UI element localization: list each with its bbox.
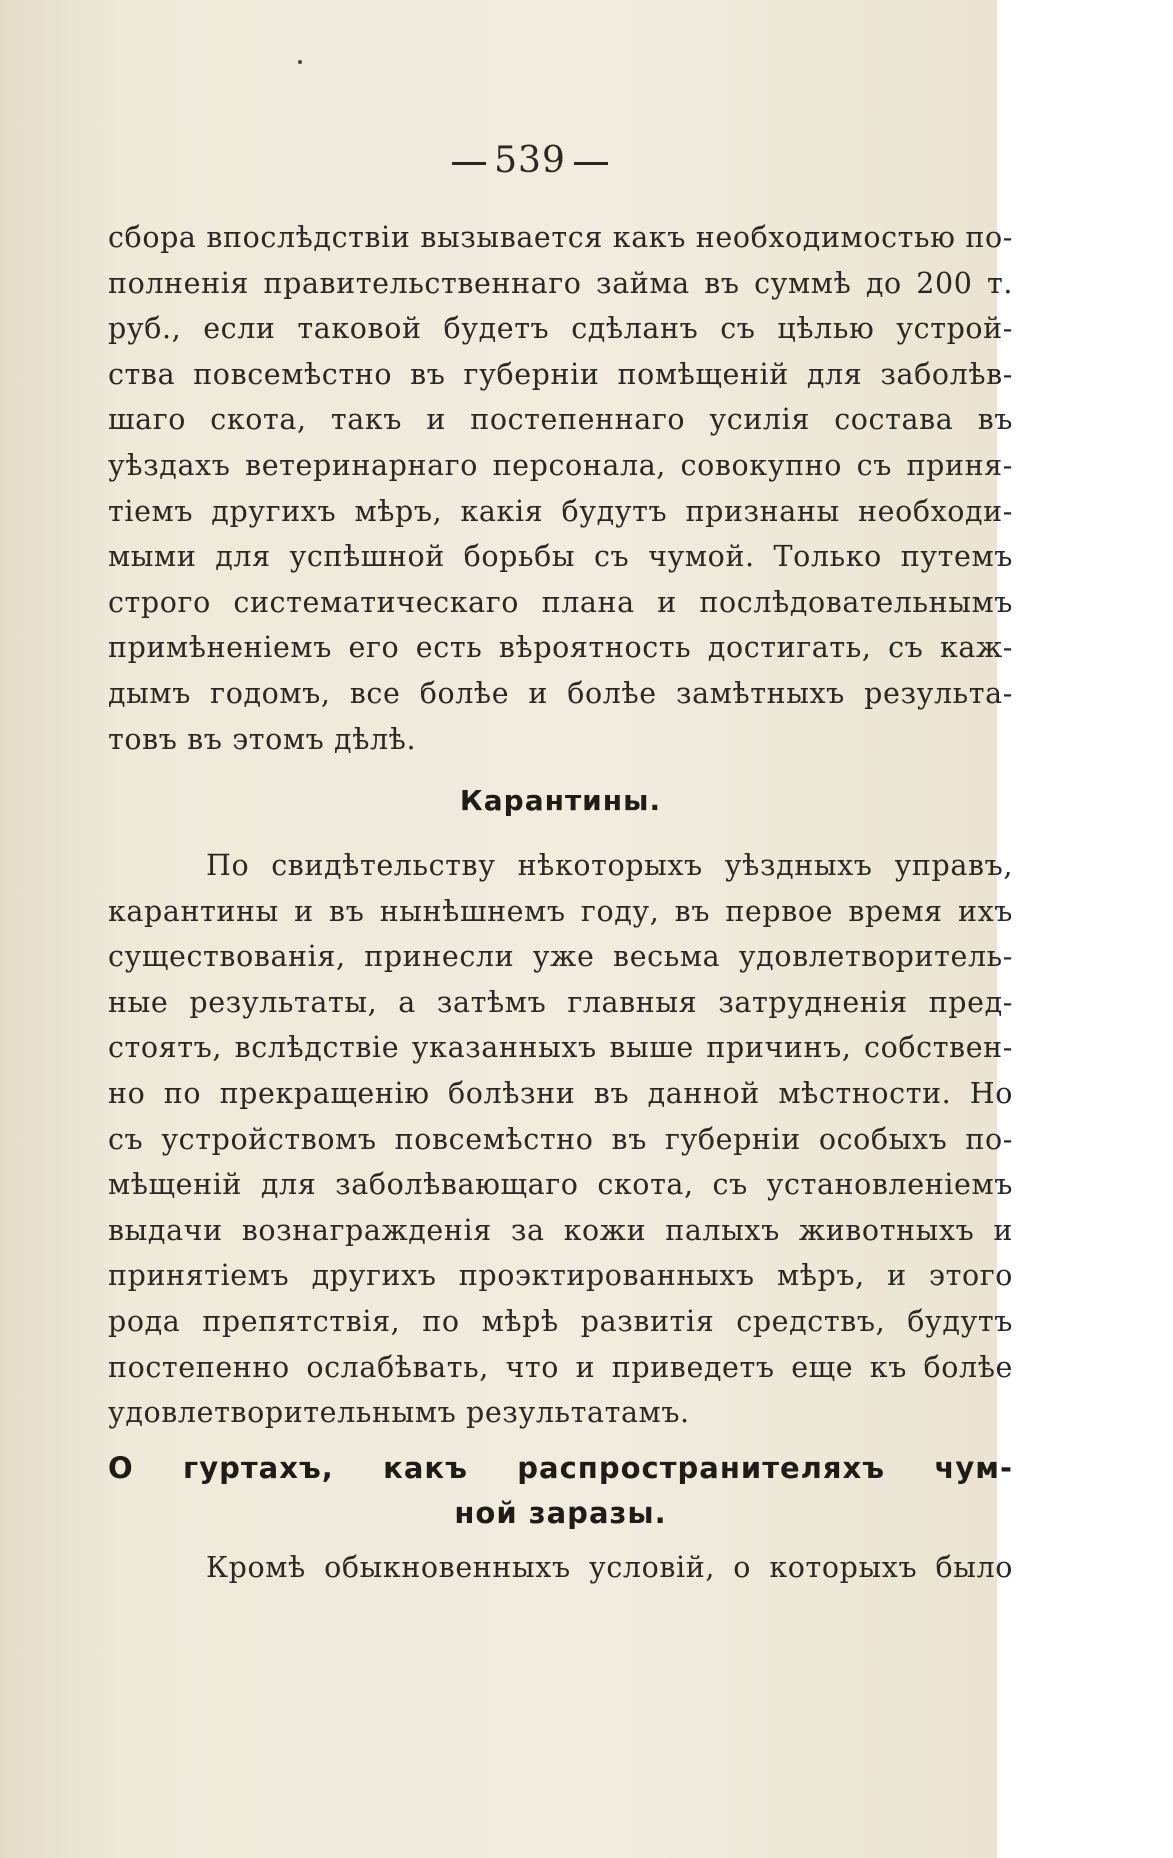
heading-line: ной заразы.: [454, 1496, 667, 1530]
section-heading-gurty: [108, 1446, 1013, 1536]
page-number: [0, 140, 1060, 181]
paragraph-line: мѣщеній для заболѣвающаго скота, съ установленіемъ: [108, 1168, 1013, 1202]
paragraph-1: [108, 215, 1013, 762]
paragraph-line: ства повсемѣстно въ губерніи помѣщеній для заболѣв-: [108, 357, 1013, 391]
paragraph-line: По свидѣтельству нѣкоторыхъ уѣздныхъ управъ,: [206, 849, 1013, 882]
paragraph-line: полненія правительственнаго займа въ суммѣ до 200 т.: [108, 266, 1013, 300]
ink-speck: [298, 60, 302, 64]
paragraph-line: существованія, принесли уже весьма удовлетворитель-: [108, 940, 1013, 974]
paragraph-line: руб., если таковой будетъ сдѣланъ съ цѣлью устрой-: [108, 312, 1013, 346]
scan-margin: [997, 0, 1173, 1858]
paragraph-line: уѣздахъ ветеринарнаго персонала, совокупно съ приня-: [108, 448, 1013, 482]
paragraph-line: постепенно ослабѣвать, что и приведетъ еще къ болѣе: [108, 1350, 1013, 1384]
paragraph-line: выдачи вознагражденія за кожи палыхъ животныхъ и: [108, 1213, 1013, 1247]
paragraph-line: тіемъ другихъ мѣръ, какія будутъ признаны необходи-: [108, 494, 1013, 528]
paragraph-line: шаго скота, такъ и постепеннаго усилія состава въ: [108, 403, 1013, 437]
page-number-value: 539: [494, 140, 566, 181]
paragraph-line: сбора впослѣдствіи вызывается какъ необходимостью по-: [108, 221, 1013, 254]
paragraph-line: принятіемъ другихъ проэктированныхъ мѣръ, и этого: [108, 1259, 1013, 1293]
section-heading-quarantine: Карантины.: [459, 784, 662, 817]
paragraph-line: Кромѣ обыкновенныхъ условій, о которыхъ было: [206, 1551, 1013, 1584]
paragraph-line: удовлетворительнымъ результатамъ.: [108, 1396, 690, 1430]
paragraph-line: карантины и въ нынѣшнемъ году, въ первое время ихъ: [108, 894, 1013, 928]
paragraph-line: стоятъ, вслѣдствіе указанныхъ выше причинъ, собствен-: [108, 1031, 1013, 1065]
page-number-dash-right: [574, 162, 608, 165]
paragraph-3: [108, 1545, 1013, 1591]
paragraph-line: товъ въ этомъ дѣлѣ.: [108, 722, 417, 756]
page-number-dash-left: [452, 162, 486, 165]
paragraph-line: съ устройствомъ повсемѣстно въ губерніи особыхъ по-: [108, 1122, 1013, 1156]
heading-line: О гуртахъ, какъ распространителяхъ чум-: [108, 1451, 1013, 1485]
paragraph-2: [108, 843, 1013, 1436]
paragraph-line: примѣненіемъ его есть вѣроятность достигать, съ каж-: [108, 631, 1013, 665]
paragraph-line: дымъ годомъ, все болѣе и болѣе замѣтныхъ результа-: [108, 676, 1013, 710]
paragraph-line: строго систематическаго плана и послѣдовательнымъ: [108, 585, 1013, 619]
paragraph-line: мыми для успѣшной борьбы съ чумой. Только путемъ: [108, 540, 1013, 574]
paragraph-line: но по прекращенію болѣзни въ данной мѣстности. Но: [108, 1076, 1013, 1110]
paragraph-line: рода препятствія, по мѣрѣ развитія средствъ, будутъ: [108, 1304, 1013, 1338]
paragraph-line: ные результаты, а затѣмъ главныя затрудненія пред-: [108, 985, 1013, 1019]
